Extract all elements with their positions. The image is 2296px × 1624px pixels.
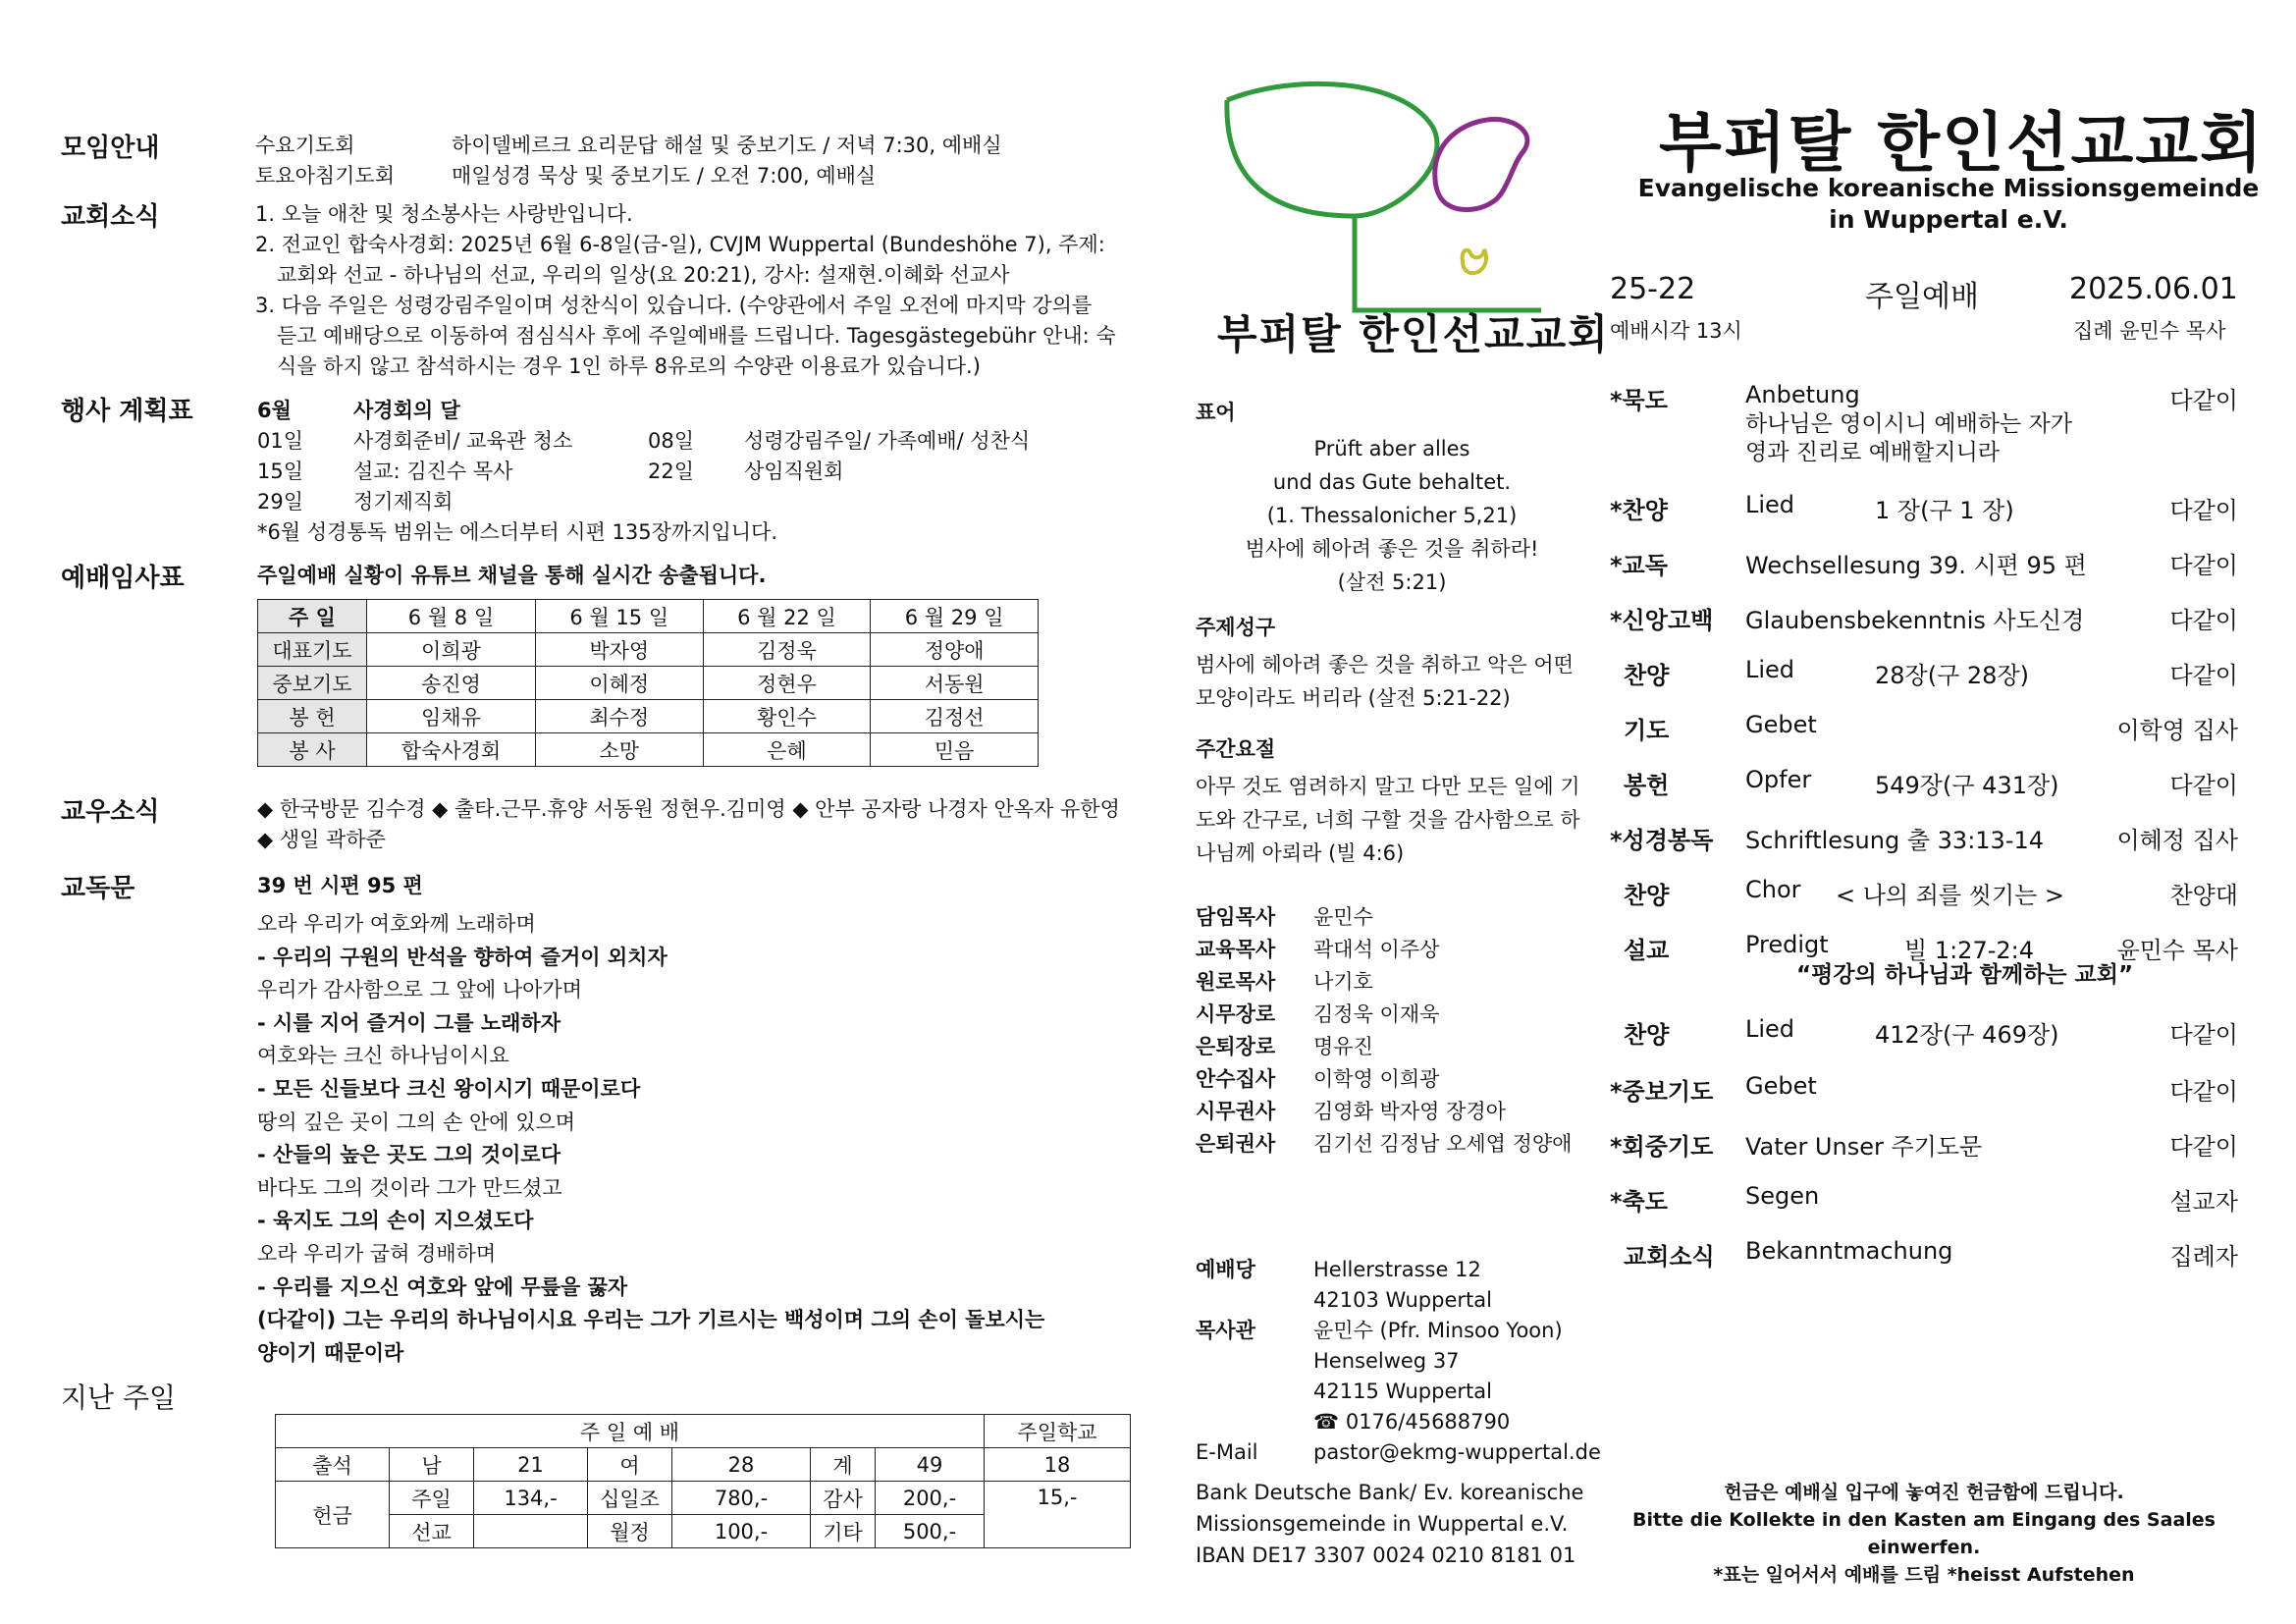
event-text: 정기제직회 xyxy=(353,490,454,514)
duty-cell: 황인수 xyxy=(703,700,871,733)
offering-cell xyxy=(474,1515,588,1548)
staff-names: 이학영 이희광 xyxy=(1313,1067,1440,1091)
attendance-cell: 계 xyxy=(811,1448,876,1482)
gathering-row-1-desc: 하이델베르크 요리문답 해설 및 중보기도 / 저녁 7:30, 예배실 xyxy=(452,134,1002,157)
reading-line: - 우리를 지으신 여호와 앞에 무릎을 꿇자 xyxy=(257,1274,628,1299)
news-line: 듣고 예배당으로 이동하여 점심식사 후에 주일예배를 드립니다. Tagesgästegebühr 안내: 숙 xyxy=(277,324,1116,348)
last-sunday-table xyxy=(275,1414,1131,1548)
duty-cell: 송진영 xyxy=(367,667,536,700)
order-item-ko: 찬양 xyxy=(1624,662,1670,689)
duty-cell: 최수정 xyxy=(535,700,703,733)
staff-row xyxy=(1196,966,1572,999)
gathering-heading: 모임안내 xyxy=(61,134,160,163)
staff-role: 시무권사 xyxy=(1196,1100,1276,1123)
news-line: 1. 오늘 애찬 및 청소봉사는 사랑반입니다. xyxy=(255,202,633,226)
reading-line: 여호와는 크신 하나님이시요 xyxy=(257,1044,509,1068)
church-logo-icon xyxy=(1207,69,1580,324)
order-item-ko: *축도 xyxy=(1610,1188,1668,1216)
staff-row xyxy=(1196,999,1572,1031)
order-item xyxy=(1610,711,2238,750)
church-address xyxy=(1313,1255,1492,1316)
duty-row xyxy=(258,733,1039,767)
order-item-de: Lied xyxy=(1745,491,1795,518)
school-label-cell: 주일학교 xyxy=(985,1415,1131,1448)
offering-cell: 134,- xyxy=(474,1482,588,1515)
footer-line: Bitte die Kollekte in den Kasten am Eingang des Saales einwerfen. xyxy=(1632,1509,2216,1558)
duty-cell: 김정욱 xyxy=(703,633,871,667)
sermon-title: “평강의 하나님과 함께하는 교회” xyxy=(1796,962,2134,988)
offering-cell: 100,- xyxy=(672,1515,811,1548)
order-item-de: Bekanntmachung xyxy=(1745,1237,1953,1265)
address-line: Hellerstrasse 12 xyxy=(1313,1258,1481,1281)
order-item xyxy=(1610,656,2238,695)
duty-row xyxy=(258,633,1039,667)
verse-line: Prüft aber alles xyxy=(1313,437,1470,460)
duty-header-cell: 주 일 xyxy=(258,600,367,633)
order-item-who: 다같이 xyxy=(2169,772,2238,799)
attendance-cell: 여 xyxy=(588,1448,672,1482)
order-item xyxy=(1610,1015,2238,1055)
bank-line: Missionsgemeinde in Wuppertal e.V. xyxy=(1196,1512,1569,1536)
week-verse-line: 아무 것도 염려하지 말고 다만 모든 일에 기 xyxy=(1196,775,1580,798)
verse-heading: 표어 xyxy=(1196,401,1236,424)
order-item-who: 집례자 xyxy=(2169,1243,2238,1271)
masthead-subtitle xyxy=(1629,173,2268,236)
week-verse-heading: 주간요절 xyxy=(1196,737,1276,761)
offering-cell: 헌금 xyxy=(276,1482,390,1548)
event-text: 사경회준비/ 교육관 청소 xyxy=(353,429,573,453)
duty-header-cell: 6 월 8 일 xyxy=(367,600,536,633)
news-block xyxy=(255,199,1148,382)
theme-verse-block xyxy=(1196,648,1574,715)
duty-cell: 봉 헌 xyxy=(258,700,367,733)
attendance-cell: 28 xyxy=(672,1448,811,1482)
events-theme: 사경회의 달 xyxy=(353,399,460,422)
week-verse-line: 도와 간구로, 너희 구할 것을 감사함으로 하 xyxy=(1196,808,1580,832)
duty-cell: 서동원 xyxy=(871,667,1039,700)
staff-role: 안수집사 xyxy=(1196,1067,1276,1091)
duty-row xyxy=(258,700,1039,733)
events-note: *6월 성경통독 범위는 에스더부터 시편 135장까지입니다. xyxy=(257,520,777,544)
order-item-de: Vater Unser 주기도문 xyxy=(1745,1133,1983,1161)
order-item-who: 이학영 집사 xyxy=(2116,717,2238,744)
order-item xyxy=(1610,1237,2238,1276)
staff-role: 교육목사 xyxy=(1196,938,1276,961)
service-date: 2025.06.01 xyxy=(2069,272,2238,306)
duty-header-cell: 6 월 29 일 xyxy=(871,600,1039,633)
manse-address-label: 목사관 xyxy=(1196,1319,1255,1342)
order-item-who: 다같이 xyxy=(2169,497,2238,524)
offering-cell: 주일 xyxy=(390,1482,474,1515)
order-item-who: 다같이 xyxy=(2169,607,2238,634)
verse-line: und das Gute behaltet. xyxy=(1272,470,1512,494)
staff-role: 원로목사 xyxy=(1196,970,1276,994)
event-day: 08일 xyxy=(648,429,695,453)
duty-row xyxy=(258,667,1039,700)
service-label-cell: 주 일 예 배 xyxy=(276,1415,985,1448)
order-item-ko: 교회소식 xyxy=(1624,1243,1715,1271)
service-time: 예배시각 13시 xyxy=(1610,319,1742,343)
events-month: 6월 xyxy=(257,399,292,422)
masthead-subtitle-line: in Wuppertal e.V. xyxy=(1829,205,2068,234)
members-line-1: ◆ 한국방문 김수경 ◆ 출타.근무.휴양 서동원 정현우.김미영 ◆ 안부 공자랑 나경자 안옥자 유한영 xyxy=(257,797,1120,821)
order-item-de: Opfer xyxy=(1745,766,1812,793)
news-line: 교회와 선교 - 하나님의 선교, 우리의 일상(요 20:21), 강사: 설재현.이혜화 선교사 xyxy=(277,263,1010,287)
order-item-de: Lied xyxy=(1745,1015,1795,1043)
order-item xyxy=(1610,1127,2238,1166)
service-leader: 집례 윤민수 목사 xyxy=(2073,319,2226,343)
event-text: 설교: 김진수 목사 xyxy=(353,460,513,483)
reading-line: 양이기 때문이라 xyxy=(257,1340,404,1365)
order-item-who: 이혜정 집사 xyxy=(2116,827,2238,854)
reading-title: 39 번 시편 95 편 xyxy=(257,874,423,897)
order-item-who: 윤민수 목사 xyxy=(2116,937,2238,964)
bank-info xyxy=(1196,1477,1583,1571)
offering-row xyxy=(276,1482,1131,1515)
email-link[interactable]: pastor@ekmg-wuppertal.de xyxy=(1313,1440,1601,1464)
order-item xyxy=(1610,1072,2238,1111)
order-item xyxy=(1610,766,2238,805)
duty-cell: 박자영 xyxy=(535,633,703,667)
order-item-de: Chor xyxy=(1745,876,1801,903)
order-item-detail: 빌 1:27-2:4 xyxy=(1904,937,2034,964)
duty-heading: 예배임사표 xyxy=(61,564,185,593)
order-item-ko: 기도 xyxy=(1624,717,1670,744)
members-heading: 교우소식 xyxy=(61,797,160,827)
event-day: 22일 xyxy=(648,460,695,483)
order-item-detail: 549장(구 431장) xyxy=(1875,772,2059,799)
duty-cell: 이희광 xyxy=(367,633,536,667)
church-address-label: 예배당 xyxy=(1196,1258,1255,1281)
attendance-cell: 18 xyxy=(985,1448,1131,1482)
reading-line: 땅의 깊은 곳이 그의 손 안에 있으며 xyxy=(257,1110,576,1134)
duty-cell: 은혜 xyxy=(703,733,871,767)
staff-names: 김정욱 이재욱 xyxy=(1313,1002,1440,1026)
order-item-who: 다같이 xyxy=(2169,552,2238,579)
offering-cell: 월정 xyxy=(588,1515,672,1548)
duty-cell: 대표기도 xyxy=(258,633,367,667)
offering-cell: 선교 xyxy=(390,1515,474,1548)
staff-names: 윤민수 xyxy=(1313,905,1373,929)
order-item-detail: 28장(구 28장) xyxy=(1875,662,2029,689)
duty-cell: 정양애 xyxy=(871,633,1039,667)
reading-line: 우리가 감사함으로 그 앞에 나아가며 xyxy=(257,978,582,1002)
order-item-ko: *중보기도 xyxy=(1610,1078,1714,1106)
verse-line: (살전 5:21) xyxy=(1337,570,1447,594)
staff-row xyxy=(1196,1128,1572,1161)
events-heading: 행사 계획표 xyxy=(61,397,193,426)
order-item-ko: 찬양 xyxy=(1624,1021,1670,1049)
address-line: 윤민수 (Pfr. Minsoo Yoon) xyxy=(1313,1319,1563,1342)
staff-names: 명유진 xyxy=(1313,1035,1373,1058)
reading-lines xyxy=(257,908,1141,1370)
order-item xyxy=(1610,491,2238,530)
address-line: 42115 Wuppertal xyxy=(1313,1380,1492,1403)
gathering-row-1-name: 수요기도회 xyxy=(255,134,355,157)
duty-cell: 합숙사경회 xyxy=(367,733,536,767)
order-item-de: Lied xyxy=(1745,656,1795,683)
footer-line: 헌금은 예배실 입구에 놓여진 헌금함에 드립니다. xyxy=(1724,1482,2124,1503)
footer-line: *표는 일어서서 예배를 드림 *heisst Aufstehen xyxy=(1713,1564,2135,1586)
event-day: 15일 xyxy=(257,460,304,483)
address-line: Henselweg 37 xyxy=(1313,1349,1460,1373)
duty-cell: 이혜정 xyxy=(535,667,703,700)
event-day: 01일 xyxy=(257,429,304,453)
duty-cell: 봉 사 xyxy=(258,733,367,767)
order-item-who: 다같이 xyxy=(2169,1021,2238,1049)
last-sunday-heading: 지난 주일 xyxy=(61,1381,177,1414)
news-line: 3. 다음 주일은 성령강림주일이며 성찬식이 있습니다. (수양관에서 주일 오전에 마지막 강의를 xyxy=(255,294,1093,317)
order-item-de: Predigt xyxy=(1745,931,1829,958)
staff-names: 김영화 박자영 장경아 xyxy=(1313,1100,1506,1123)
staff-list xyxy=(1196,901,1572,1161)
address-line: 42103 Wuppertal xyxy=(1313,1288,1492,1312)
offering-cell: 780,- xyxy=(672,1482,811,1515)
bank-line: Bank Deutsche Bank/ Ev. koreanische xyxy=(1196,1481,1584,1504)
event-day: 29일 xyxy=(257,490,304,514)
offering-cell: 감사 xyxy=(811,1482,876,1515)
staff-row xyxy=(1196,901,1572,934)
duty-cell: 김정선 xyxy=(871,700,1039,733)
duty-cell: 정현우 xyxy=(703,667,871,700)
order-item-ko: *신앙고백 xyxy=(1610,607,1714,634)
week-verse-line: 나님께 아뢰라 (빌 4:6) xyxy=(1196,841,1405,865)
order-item xyxy=(1610,876,2238,915)
reading-line: - 육지도 그의 손이 지으셨도다 xyxy=(257,1209,534,1233)
duty-cell: 믿음 xyxy=(871,733,1039,767)
order-item xyxy=(1610,601,2238,640)
gathering-row-2-desc: 매일성경 묵상 및 중보기도 / 오전 7:00, 예배실 xyxy=(452,164,877,188)
news-line: 식을 하지 않고 참석하시는 경우 1인 하루 8유로의 수양관 이용료가 있습니다.) xyxy=(277,354,981,378)
theme-verse-line: 범사에 헤아려 좋은 것을 취하고 악은 어떤 xyxy=(1196,653,1574,677)
offering-cell: 500,- xyxy=(876,1515,985,1548)
staff-role: 시무장로 xyxy=(1196,1002,1276,1026)
members-line-2: ◆ 생일 곽하준 xyxy=(257,828,386,851)
staff-role: 담임목사 xyxy=(1196,905,1276,929)
order-item-who: 다같이 xyxy=(2169,1078,2238,1106)
service-number: 25-22 xyxy=(1610,272,1696,306)
theme-verse-line: 모양이라도 버리라 (살전 5:21-22) xyxy=(1196,686,1511,710)
order-item-ko: *회중기도 xyxy=(1610,1133,1714,1161)
order-item-ko: 봉헌 xyxy=(1624,772,1670,799)
staff-names: 나기호 xyxy=(1313,970,1373,994)
attendance-cell: 남 xyxy=(390,1448,474,1482)
reading-line: 바다도 그의 것이라 그가 만드셨고 xyxy=(257,1175,562,1200)
bank-line: IBAN DE17 3307 0024 0210 8181 01 xyxy=(1196,1543,1576,1567)
reading-line: - 시를 지어 즐거이 그를 노래하자 xyxy=(257,1010,561,1035)
news-heading: 교회소식 xyxy=(61,202,160,232)
anbetung-line: 영과 진리로 예배할지니라 xyxy=(1745,440,2001,465)
order-item-de: Glaubensbekenntnis 사도신경 xyxy=(1745,607,2085,634)
order-item-who: 다같이 xyxy=(2169,662,2238,689)
attendance-row xyxy=(276,1448,1131,1482)
reading-line: - 우리의 구원의 반석을 향하여 즐거이 외치자 xyxy=(257,945,667,969)
reading-line: 오라 우리가 굽혀 경배하며 xyxy=(257,1241,497,1266)
order-item-ko: *교독 xyxy=(1610,552,1668,579)
duty-notice: 주일예배 실황이 유튜브 채널을 통해 실시간 송출됩니다. xyxy=(257,564,767,587)
verse-line: 범사에 헤아려 좋은 것을 취하라! xyxy=(1245,537,1539,561)
order-item-ko: 설교 xyxy=(1624,937,1670,964)
order-item-de: Gebet xyxy=(1745,711,1817,738)
manse-address xyxy=(1313,1316,1563,1437)
theme-verse-heading: 주제성구 xyxy=(1196,616,1276,639)
staff-role: 은퇴권사 xyxy=(1196,1132,1276,1156)
logo-church-name: 부퍼탈 한인선교교회 xyxy=(1217,310,1610,358)
order-item xyxy=(1610,821,2238,860)
order-item-ko: 찬양 xyxy=(1624,882,1670,909)
service-name: 주일예배 xyxy=(1865,280,1979,314)
duty-header-cell: 6 월 22 일 xyxy=(703,600,871,633)
order-item-who: 설교자 xyxy=(2169,1188,2238,1216)
staff-names: 김기선 김정남 오세엽 정양애 xyxy=(1313,1132,1573,1156)
duty-cell: 중보기도 xyxy=(258,667,367,700)
reading-heading: 교독문 xyxy=(61,874,135,903)
staff-row xyxy=(1196,1096,1572,1128)
attendance-cell: 21 xyxy=(474,1448,588,1482)
order-item-de: Gebet xyxy=(1745,1072,1817,1100)
order-item-who: 다같이 xyxy=(2169,1133,2238,1161)
staff-role: 은퇴장로 xyxy=(1196,1035,1276,1058)
offering-cell: 15,- xyxy=(985,1482,1131,1548)
attendance-cell: 출석 xyxy=(276,1448,390,1482)
verse-line: (1. Thessalonicher 5,21) xyxy=(1266,504,1518,527)
duty-header-cell: 6 월 15 일 xyxy=(535,600,703,633)
order-item-who: 다같이 xyxy=(2169,387,2238,414)
order-item-detail: 1 장(구 1 장) xyxy=(1875,497,2014,524)
order-item-de: Wechsellesung 39. 시편 95 편 xyxy=(1745,552,2087,579)
reading-line: (다같이) 그는 우리의 하나님이시요 우리는 그가 기르시는 백성이며 그의 손이 돌보시는 xyxy=(257,1308,1045,1332)
order-item-de: Segen xyxy=(1745,1182,1820,1210)
event-text: 상임직원회 xyxy=(744,460,844,483)
week-verse-block xyxy=(1196,770,1580,870)
order-item-who: 찬양대 xyxy=(2169,882,2238,909)
event-text: 성령강림주일/ 가족예배/ 성찬식 xyxy=(744,429,1031,453)
order-item-de: Anbetung xyxy=(1745,381,1860,408)
staff-row xyxy=(1196,934,1572,966)
duty-cell: 임채유 xyxy=(367,700,536,733)
staff-names: 곽대석 이주상 xyxy=(1313,938,1440,961)
footer-notes xyxy=(1610,1479,2238,1589)
order-item-detail: 412장(구 469장) xyxy=(1875,1021,2059,1049)
order-item-ko: *묵도 xyxy=(1610,387,1668,414)
reading-line: - 모든 신들보다 크신 왕이시기 때문이로다 xyxy=(257,1076,641,1101)
order-item xyxy=(1610,1182,2238,1221)
reading-line: - 산들의 높은 곳도 그의 것이로다 xyxy=(257,1143,561,1167)
attendance-cell: 49 xyxy=(876,1448,985,1482)
order-item-de: Schriftlesung 출 33:13-14 xyxy=(1745,827,2045,854)
news-line: 2. 전교인 합숙사경회: 2025년 6월 6-8일(금-일), CVJM Wuppertal (Bundeshöhe 7), 주제: xyxy=(255,233,1105,256)
order-item-ko: *성경봉독 xyxy=(1610,827,1714,854)
staff-row xyxy=(1196,1063,1572,1096)
masthead-subtitle-line: Evangelische koreanische Missionsgemeinde xyxy=(1637,174,2260,202)
verse-block xyxy=(1196,432,1588,599)
gathering-row-2-name: 토요아침기도회 xyxy=(255,164,396,188)
duty-table xyxy=(257,599,1039,767)
phone-number: ☎ 0176/45688790 xyxy=(1313,1410,1511,1434)
reading-line: 오라 우리가 여호와께 노래하며 xyxy=(257,912,536,936)
order-item-detail: < 나의 죄를 씻기는 > xyxy=(1836,882,2065,909)
email-label: E-Mail xyxy=(1196,1440,1258,1464)
staff-row xyxy=(1196,1031,1572,1063)
anbetung-line: 하나님은 영이시니 예배하는 자가 xyxy=(1745,411,2072,437)
duty-cell: 소망 xyxy=(535,733,703,767)
offering-cell: 십일조 xyxy=(588,1482,672,1515)
offering-cell: 기타 xyxy=(811,1515,876,1548)
order-item xyxy=(1610,546,2238,585)
anbetung-text xyxy=(1745,410,2072,467)
masthead-title: 부퍼탈 한인선교교회 xyxy=(1659,105,2265,181)
order-item-ko: *찬양 xyxy=(1610,497,1668,524)
offering-cell: 200,- xyxy=(876,1482,985,1515)
